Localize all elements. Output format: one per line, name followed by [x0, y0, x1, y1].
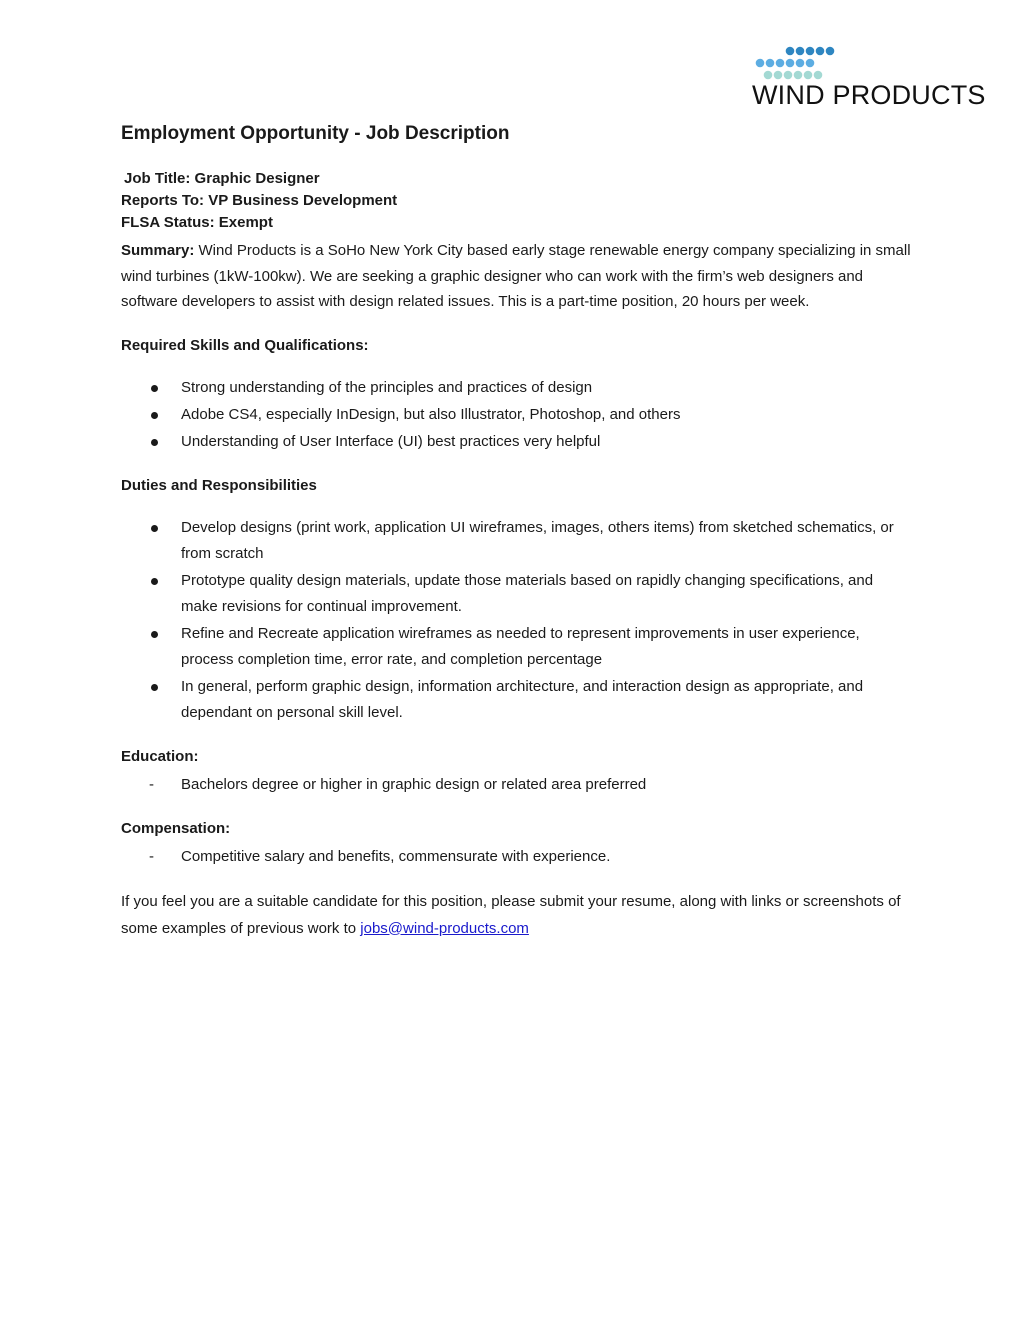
- list-item: [121, 375, 911, 401]
- list-item: [121, 515, 911, 567]
- list-item: [121, 568, 911, 620]
- email-link[interactable]: jobs@wind-products.com: [360, 919, 529, 937]
- dash-icon: -: [149, 775, 154, 793]
- job-meta: [121, 168, 911, 234]
- list-item: [121, 621, 911, 673]
- list-item: [121, 772, 911, 798]
- compensation-title: Compensation:: [121, 819, 231, 837]
- list-item-text: Refine and Recreate application wireframes as needed to represent improvements in user experience, process completion time, error rate, and completion percentage: [181, 624, 860, 668]
- document-body: [121, 120, 911, 942]
- logo-dots-icon: [752, 44, 842, 82]
- duties-list: [121, 515, 911, 726]
- summary-paragraph: [121, 238, 911, 315]
- list-item-text: Understanding of User Interface (UI) best practices very helpful: [181, 432, 601, 450]
- reports-to: Reports To: VP Business Development: [121, 192, 398, 209]
- bullet-icon: [151, 525, 158, 532]
- bullet-icon: [151, 385, 158, 392]
- skills-title: Required Skills and Qualifications:: [121, 336, 369, 354]
- bullet-icon: [151, 412, 158, 419]
- list-item: [121, 429, 911, 455]
- list-item-text: Prototype quality design materials, update those materials based on rapidly changing specifications, and make revisions for continual improvement.: [181, 571, 874, 615]
- closing-text: If you feel you are a suitable candidate for this position, please submit your resume, along with links or screenshots of some examples of previous work to: [121, 892, 901, 937]
- dash-icon: -: [149, 847, 154, 865]
- logo-text: WIND PRODUCTS: [752, 80, 986, 110]
- bullet-icon: [151, 439, 158, 446]
- list-item: [121, 844, 911, 870]
- list-item-text: In general, perform graphic design, information architecture, and interaction design as appropriate, and dependant on personal skill level.: [181, 677, 864, 721]
- closing-paragraph: [121, 888, 911, 942]
- list-item: [121, 402, 911, 428]
- company-logo: [752, 44, 992, 112]
- list-item-text: Develop designs (print work, application UI wireframes, images, others items) from sketched schematics, or from scratch: [181, 518, 894, 562]
- list-item-text: Competitive salary and benefits, commensurate with experience.: [181, 847, 611, 865]
- compensation-list: [121, 844, 911, 870]
- bullet-icon: [151, 578, 158, 585]
- bullet-icon: [151, 631, 158, 638]
- skills-list: [121, 375, 911, 455]
- summary-text: Wind Products is a SoHo New York City based early stage renewable energy company specializing in small wind turbines (1kW-100kw). We are seeking a graphic designer who can work with the firm’s web designers and software developers to assist with design related issues. This is a part-time position, 20 hours per week.: [121, 242, 911, 310]
- flsa-status: FLSA Status: Exempt: [121, 214, 273, 231]
- duties-title: Duties and Responsibilities: [121, 476, 317, 494]
- bullet-icon: [151, 684, 158, 691]
- list-item-text: Strong understanding of the principles and practices of design: [181, 378, 593, 396]
- education-title: Education:: [121, 747, 199, 765]
- list-item-text: Adobe CS4, especially InDesign, but also Illustrator, Photoshop, and others: [181, 405, 681, 423]
- education-list: [121, 772, 911, 798]
- list-item: [121, 674, 911, 726]
- page-title: Employment Opportunity - Job Description: [121, 123, 510, 144]
- list-item-text: Bachelors degree or higher in graphic design or related area preferred: [181, 775, 647, 793]
- summary-label: Summary:: [121, 242, 195, 259]
- job-title: Job Title: Graphic Designer: [124, 170, 320, 187]
